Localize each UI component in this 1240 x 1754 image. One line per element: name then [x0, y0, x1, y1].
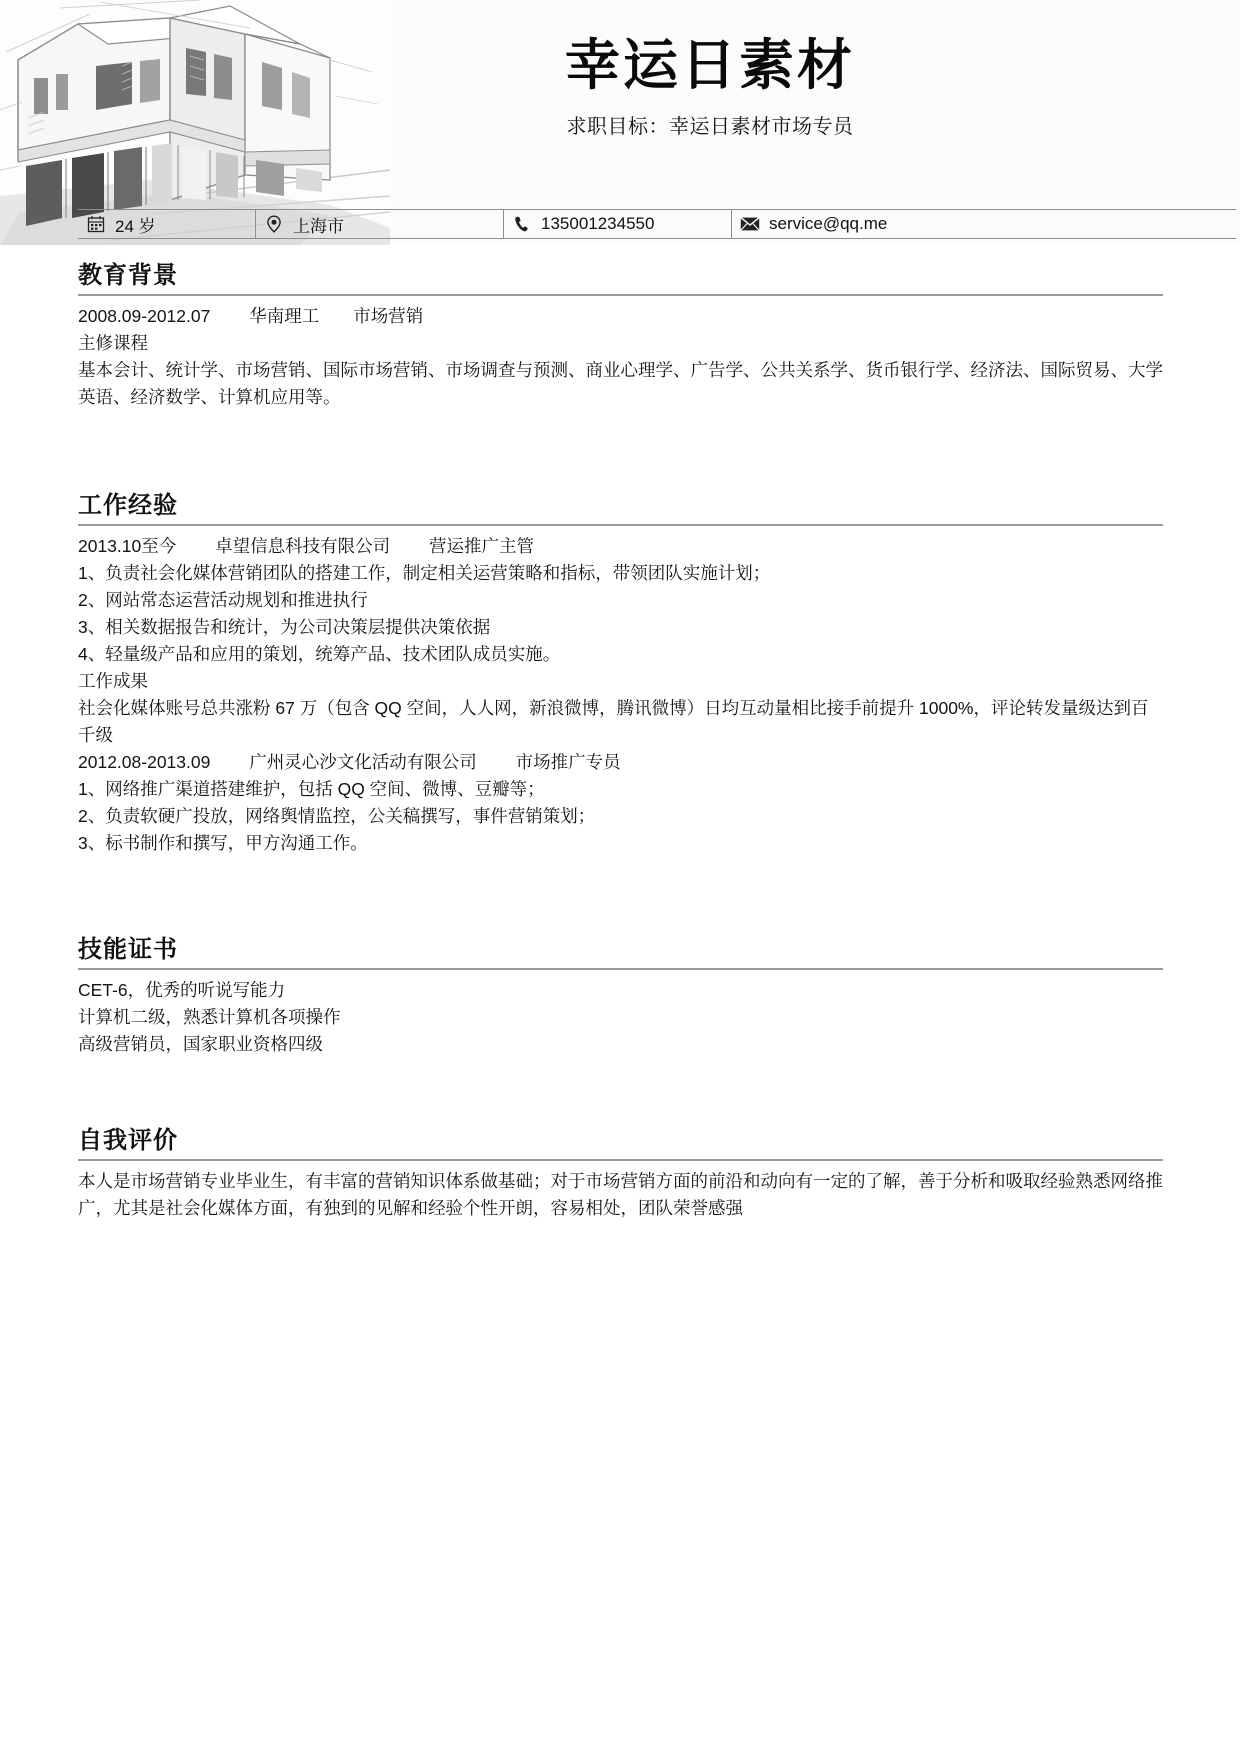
skill-item: CET-6，优秀的听说写能力	[78, 980, 286, 1000]
header-title-block	[390, 34, 1030, 139]
job1-duty: 4、轻量级产品和应用的策划，统筹产品、技术团队成员实施。	[78, 644, 561, 664]
spacer-work	[78, 857, 1163, 929]
contact-phone-value: 135001234550	[541, 214, 655, 233]
section-rule-education	[78, 294, 1163, 296]
contact-email	[732, 210, 1032, 238]
skill-item: 高级营销员，国家职业资格四级	[78, 1034, 323, 1054]
section-self-evaluation	[78, 1120, 1163, 1222]
job2-duty: 1、网络推广渠道搭建维护，包括 QQ 空间、微博、豆瓣等；	[78, 779, 545, 799]
education-entry: 2008.09-2012.07 华南理工 市场营销	[78, 306, 424, 326]
education-courses-label: 主修课程	[78, 333, 148, 353]
job2-duty: 3、标书制作和撰写，甲方沟通工作。	[78, 833, 368, 853]
contact-bar	[78, 209, 1236, 239]
contact-age-value: 24 岁	[115, 216, 156, 236]
section-work-experience	[78, 485, 1163, 857]
job-objective: 求职目标：幸运日素材市场专员	[566, 116, 854, 139]
spacer-skills	[78, 1058, 1163, 1120]
section-title-work: 工作经验	[78, 492, 178, 519]
job1-duty: 3、相关数据报告和统计，为公司决策层提供决策依据	[78, 617, 491, 637]
job1-header: 2013.10至今 卓望信息科技有限公司 营运推广主管	[78, 536, 535, 556]
contact-phone	[504, 210, 732, 238]
section-education	[78, 255, 1163, 411]
job1-achievement: 社会化媒体账号总共涨粉 67 万（包含 QQ 空间，人人网，新浪微博，腾讯微博）日均互动量相比接手前提升 1000%，评论转发量级达到百千级	[78, 698, 1149, 745]
section-rule-skills	[78, 968, 1163, 970]
resume-header	[0, 0, 1240, 245]
section-title-skills: 技能证书	[78, 936, 178, 963]
job1-achievement-label: 工作成果	[78, 671, 148, 691]
contact-city	[256, 210, 504, 238]
telephone-icon	[512, 214, 532, 234]
section-rule-self	[78, 1159, 1163, 1161]
contact-age	[78, 210, 256, 238]
envelope-icon	[740, 214, 760, 234]
section-rule-work	[78, 524, 1163, 526]
job2-duty: 2、负责软硬广投放，网络舆情监控，公关稿撰写，事件营销策划；	[78, 806, 596, 826]
job1-duty: 1、负责社会化媒体营销团队的搭建工作，制定相关运营策略和指标，带领团队实施计划；	[78, 563, 771, 583]
calendar-icon	[86, 214, 106, 234]
contact-city-value: 上海市	[293, 216, 344, 236]
job2-header: 2012.08-2013.09 广州灵心沙文化活动有限公司 市场推广专员	[78, 752, 621, 772]
section-title-self: 自我评价	[78, 1127, 178, 1154]
section-skills	[78, 929, 1163, 1058]
contact-email-value: service@qq.me	[769, 214, 888, 233]
location-pin-icon	[264, 214, 284, 234]
spacer-education	[78, 411, 1163, 485]
education-courses: 基本会计、统计学、市场营销、国际市场营销、市场调查与预测、商业心理学、广告学、公共关系学、货币银行学、经济法、国际贸易、大学英语、经济数学、计算机应用等。	[78, 360, 1163, 407]
job1-duty: 2、网站常态运营活动规划和推进执行	[78, 590, 368, 610]
resume-body	[78, 255, 1163, 1222]
self-evaluation-text: 本人是市场营销专业毕业生，有丰富的营销知识体系做基础；对于市场营销方面的前沿和动向有一定的了解，善于分析和吸取经验熟悉网络推广，尤其是社会化媒体方面，有独到的见解和经验个性开朗，容易相处，团队荣誉感强	[78, 1171, 1163, 1218]
section-title-education: 教育背景	[78, 262, 178, 289]
candidate-name: 幸运日素材	[564, 34, 855, 96]
skill-item: 计算机二级，熟悉计算机各项操作	[78, 1007, 341, 1027]
